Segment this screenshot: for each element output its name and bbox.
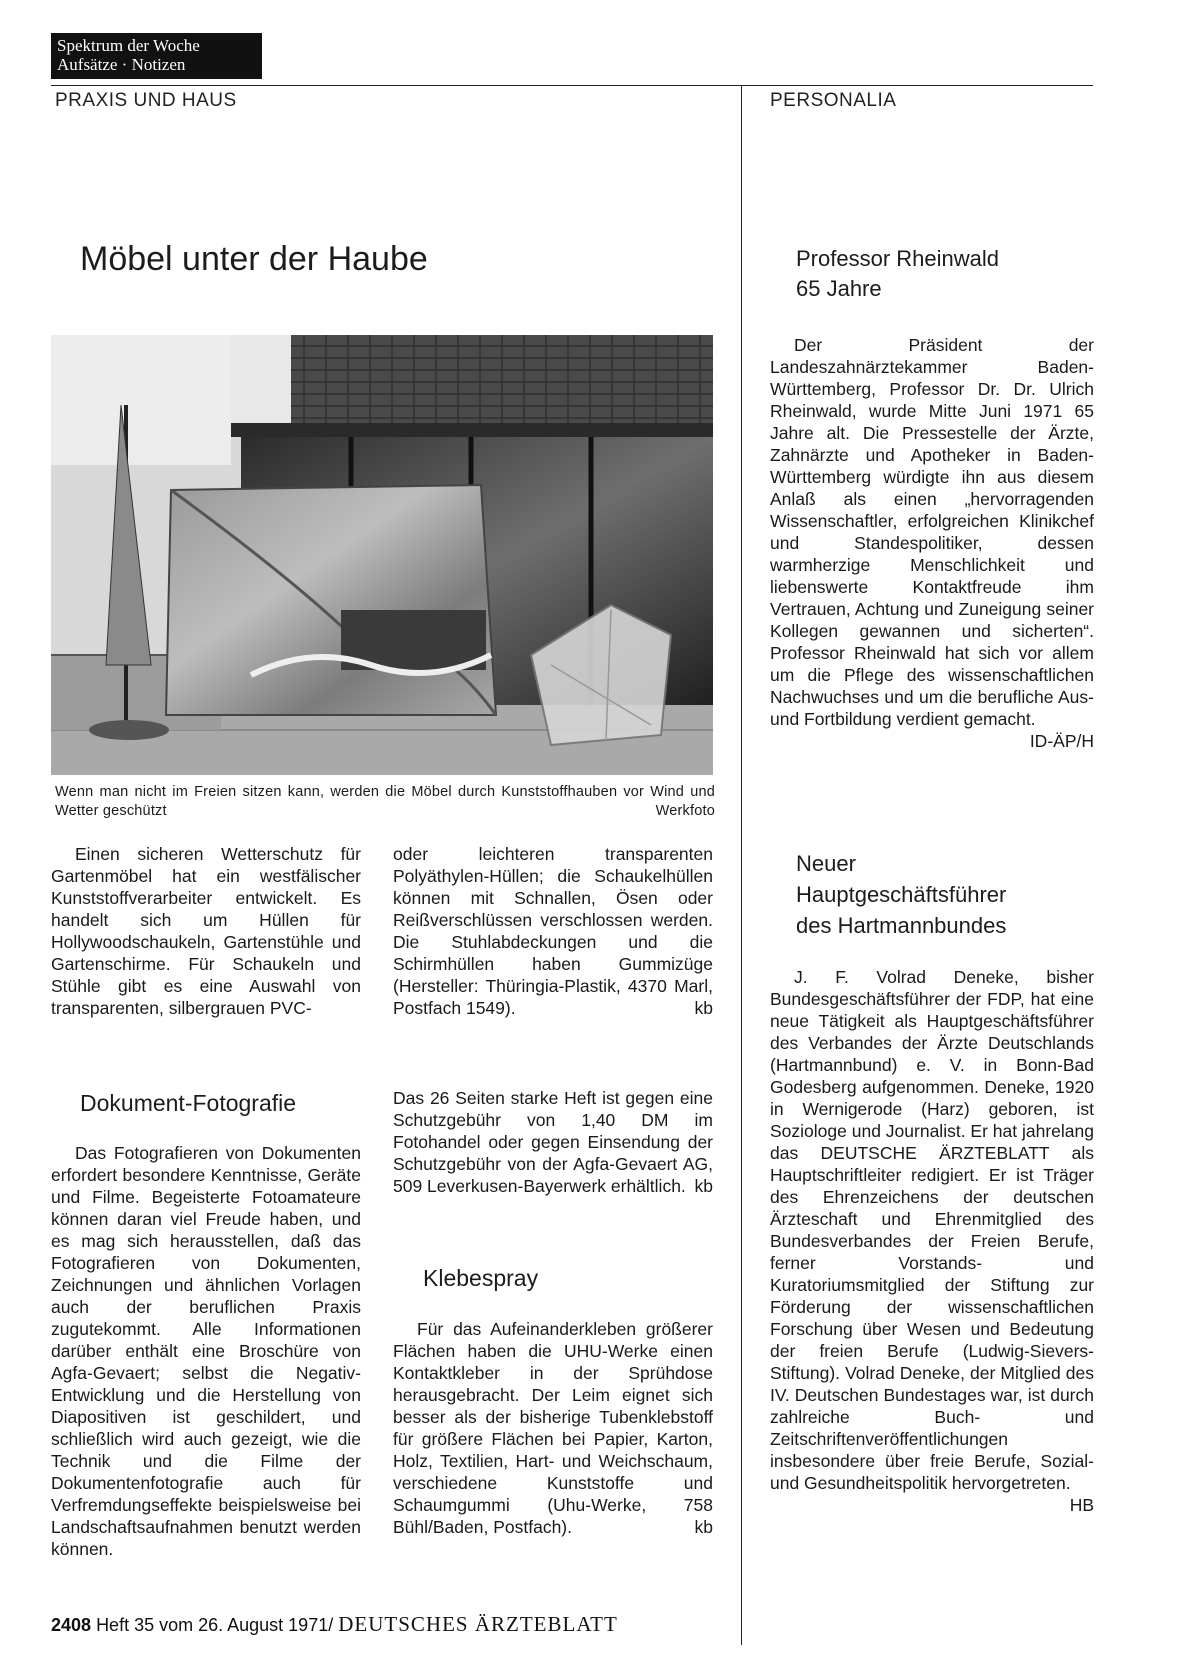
rheinwald-title-line2: 65 Jahre xyxy=(796,276,882,301)
column-divider xyxy=(741,85,742,1645)
klebespray-text: Für das Aufeinanderkleben größerer Flächen haben die UHU-Werke einen Kontaktkleber in der Sprühdose herausgebracht. Der Leim eignet sich besser als der bisherige Tubenklebstoff für größere Flächen bei Papier, Karton, Holz, Textilien, Hart- und Weichschaum, verschiedene Kunststoffe und Schaumgummi (Uhu-Werke, 758 Bühl/Baden, Postfach). xyxy=(393,1319,713,1537)
deneke-title-line3: des Hartmannbundes xyxy=(796,913,1007,938)
rheinwald-tag: ID-ÄP/H xyxy=(1029,731,1094,751)
deneke-body xyxy=(770,966,1094,1516)
klebespray-title: Klebespray xyxy=(423,1265,539,1291)
deneke-title-line2: Hauptgeschäftsführer xyxy=(796,882,1007,907)
badge-line-2: Aufsätze · Notizen xyxy=(57,55,186,74)
main-article-col1 xyxy=(51,843,361,1019)
rheinwald-text: Der Präsident der Landeszahnärztekammer Baden-Württemberg, Professor Dr. Dr. Ulrich Rheinwald, wurde Mitte Juni 1971 65 Jahre alt. Die Pressestelle der Ärzte, Zahnärzte und Apotheker in Baden-Württemberg würdigte ihn aus diesem Anlaß als einen „hervorragenden Wissenschaftler, erfolgreichen Klinikchef und Standespolitiker, dessen warmherzige Menschlichkeit und liebenswerte Kontaktfreude ihm Vertrauen, Achtung und Zuneigung seiner Kollegen gewannen und sicherten“. Professor Rheinwald hat sich vor allem um die Pflege des wissenschaftlichen Nachwuchses und um die berufliche Aus- und Fortbildung verdient gemacht. xyxy=(770,335,1094,729)
footer-separator: / xyxy=(328,1615,334,1635)
dokument-col2-text: Das 26 Seiten starke Heft ist gegen eine Schutzgebühr von 1,40 DM im Fotohandel oder gegen Einsendung der Schutzgebühr von der Agfa-Gevaert AG, 509 Leverkusen-Bayerwerk erhältlich. xyxy=(393,1088,713,1196)
main-article-col1-text: Einen sicheren Wetterschutz für Gartenmöbel hat ein westfälischer Kunststoffverarbeiter entwickelt. Es handelt sich um Hüllen für Hollywoodschaukeln, Gartenstühle und Gartenschirme. Für Schaukeln und Stühle gibt es eine Auswahl von transparenten, silbergrauen PVC- xyxy=(51,844,361,1018)
deneke-tag: HB xyxy=(1069,1495,1094,1515)
photo-caption xyxy=(55,783,715,821)
main-article-tag: kb xyxy=(694,998,713,1018)
klebespray-tag: kb xyxy=(694,1517,713,1537)
deneke-title-line1: Neuer xyxy=(796,851,856,876)
article-photo xyxy=(51,335,713,775)
dokument-tag: kb xyxy=(694,1176,713,1196)
page-number: 2408 xyxy=(51,1615,92,1635)
section-label-personalia: PERSONALIA xyxy=(770,90,897,111)
badge-line-1: Spektrum der Woche xyxy=(57,36,200,55)
dokument-col1-text: Das Fotografieren von Dokumenten erfordert besondere Kenntnisse, Geräte und Filme. Begeisterte Fotoamateure können daran viel Freude haben, und es mag sich herausstellen, daß das Fotografieren von Dokumenten, Zeichnungen und ähnlichen Vorlagen auch der beruflichen Praxis zugutekommt. Alle Informationen darüber enthält eine Broschüre von Agfa-Gevaert; selbst die Negativ-Entwicklung und die Herstellung von Diapositiven ist geschildert, und schließlich wird auch gezeigt, wie die Technik und die Filme der Dokumentenfotografie auch für Verfremdungseffekte beispielsweise bei Landschaftsaufnahmen benutzt werden können. xyxy=(51,1143,361,1559)
main-article-title: Möbel unter der Haube xyxy=(80,240,428,278)
dokument-title: Dokument-Fotografie xyxy=(80,1090,297,1116)
main-article-col2 xyxy=(393,843,713,1019)
rheinwald-body xyxy=(770,334,1094,752)
header-rule xyxy=(51,85,1093,86)
publication-name: DEUTSCHES ÄRZTEBLATT xyxy=(338,1612,618,1636)
klebespray-body xyxy=(393,1318,713,1538)
dokument-col2 xyxy=(393,1087,713,1197)
rheinwald-title-line1: Professor Rheinwald xyxy=(796,246,999,271)
page-footer xyxy=(51,1612,618,1637)
photo-credit: Werkfoto xyxy=(655,803,715,819)
section-label-praxis: PRAXIS UND HAUS xyxy=(55,90,237,111)
deneke-text: J. F. Volrad Deneke, bisher Bundesgeschäftsführer der FDP, hat eine neue Tätigkeit als Hauptgeschäftsführer des Verbandes der Ärzte Deutschlands (Hartmannbund) e. V. in Bonn-Bad Godesberg aufgenommen. Deneke, 1920 in Wernigerode (Harz) geboren, ist Soziologe und Journalist. Er hat jahrelang das DEUTSCHE ÄRZTEBLATT als Hauptschriftleiter redigiert. Er ist Träger des Ehrenzeichens der deutschen Ärzteschaft und Ehrenmitglied des Bundesverbandes der Freien Berufe, ferner Vorstands- und Kuratoriumsmitglied der Stiftung zur Förderung der wissenschaftlichen Forschung über Wesen und Bedeutung der freien Berufe (Ludwig-Sievers-Stiftung). Volrad Deneke, der Mitglied des IV. Deutschen Bundestages war, ist durch zahlreiche Buch- und Zeitschriftenveröffentlichungen insbesondere über freie Berufe, Sozial- und Gesundheitspolitik hervorgetreten. xyxy=(770,967,1094,1493)
section-badge xyxy=(51,33,262,79)
deneke-title xyxy=(796,848,1006,941)
caption-text: Wenn man nicht im Freien sitzen kann, werden die Möbel durch Kunststoffhauben vor Wind und Wetter geschützt xyxy=(55,784,715,819)
rheinwald-title xyxy=(796,244,999,304)
issue-info: Heft 35 vom 26. August 1971 xyxy=(96,1615,329,1635)
main-article-col2-text: oder leichteren transparenten Polyäthylen-Hüllen; die Schaukelhüllen können mit Schnallen, Ösen oder Reißverschlüssen verschlossen werden. Die Stuhlabdeckungen und die Schirmhüllen haben Gummizüge (Hersteller: Thüringia-Plastik, 4370 Marl, Postfach 1549). xyxy=(393,844,713,1018)
dokument-col1 xyxy=(51,1142,361,1560)
